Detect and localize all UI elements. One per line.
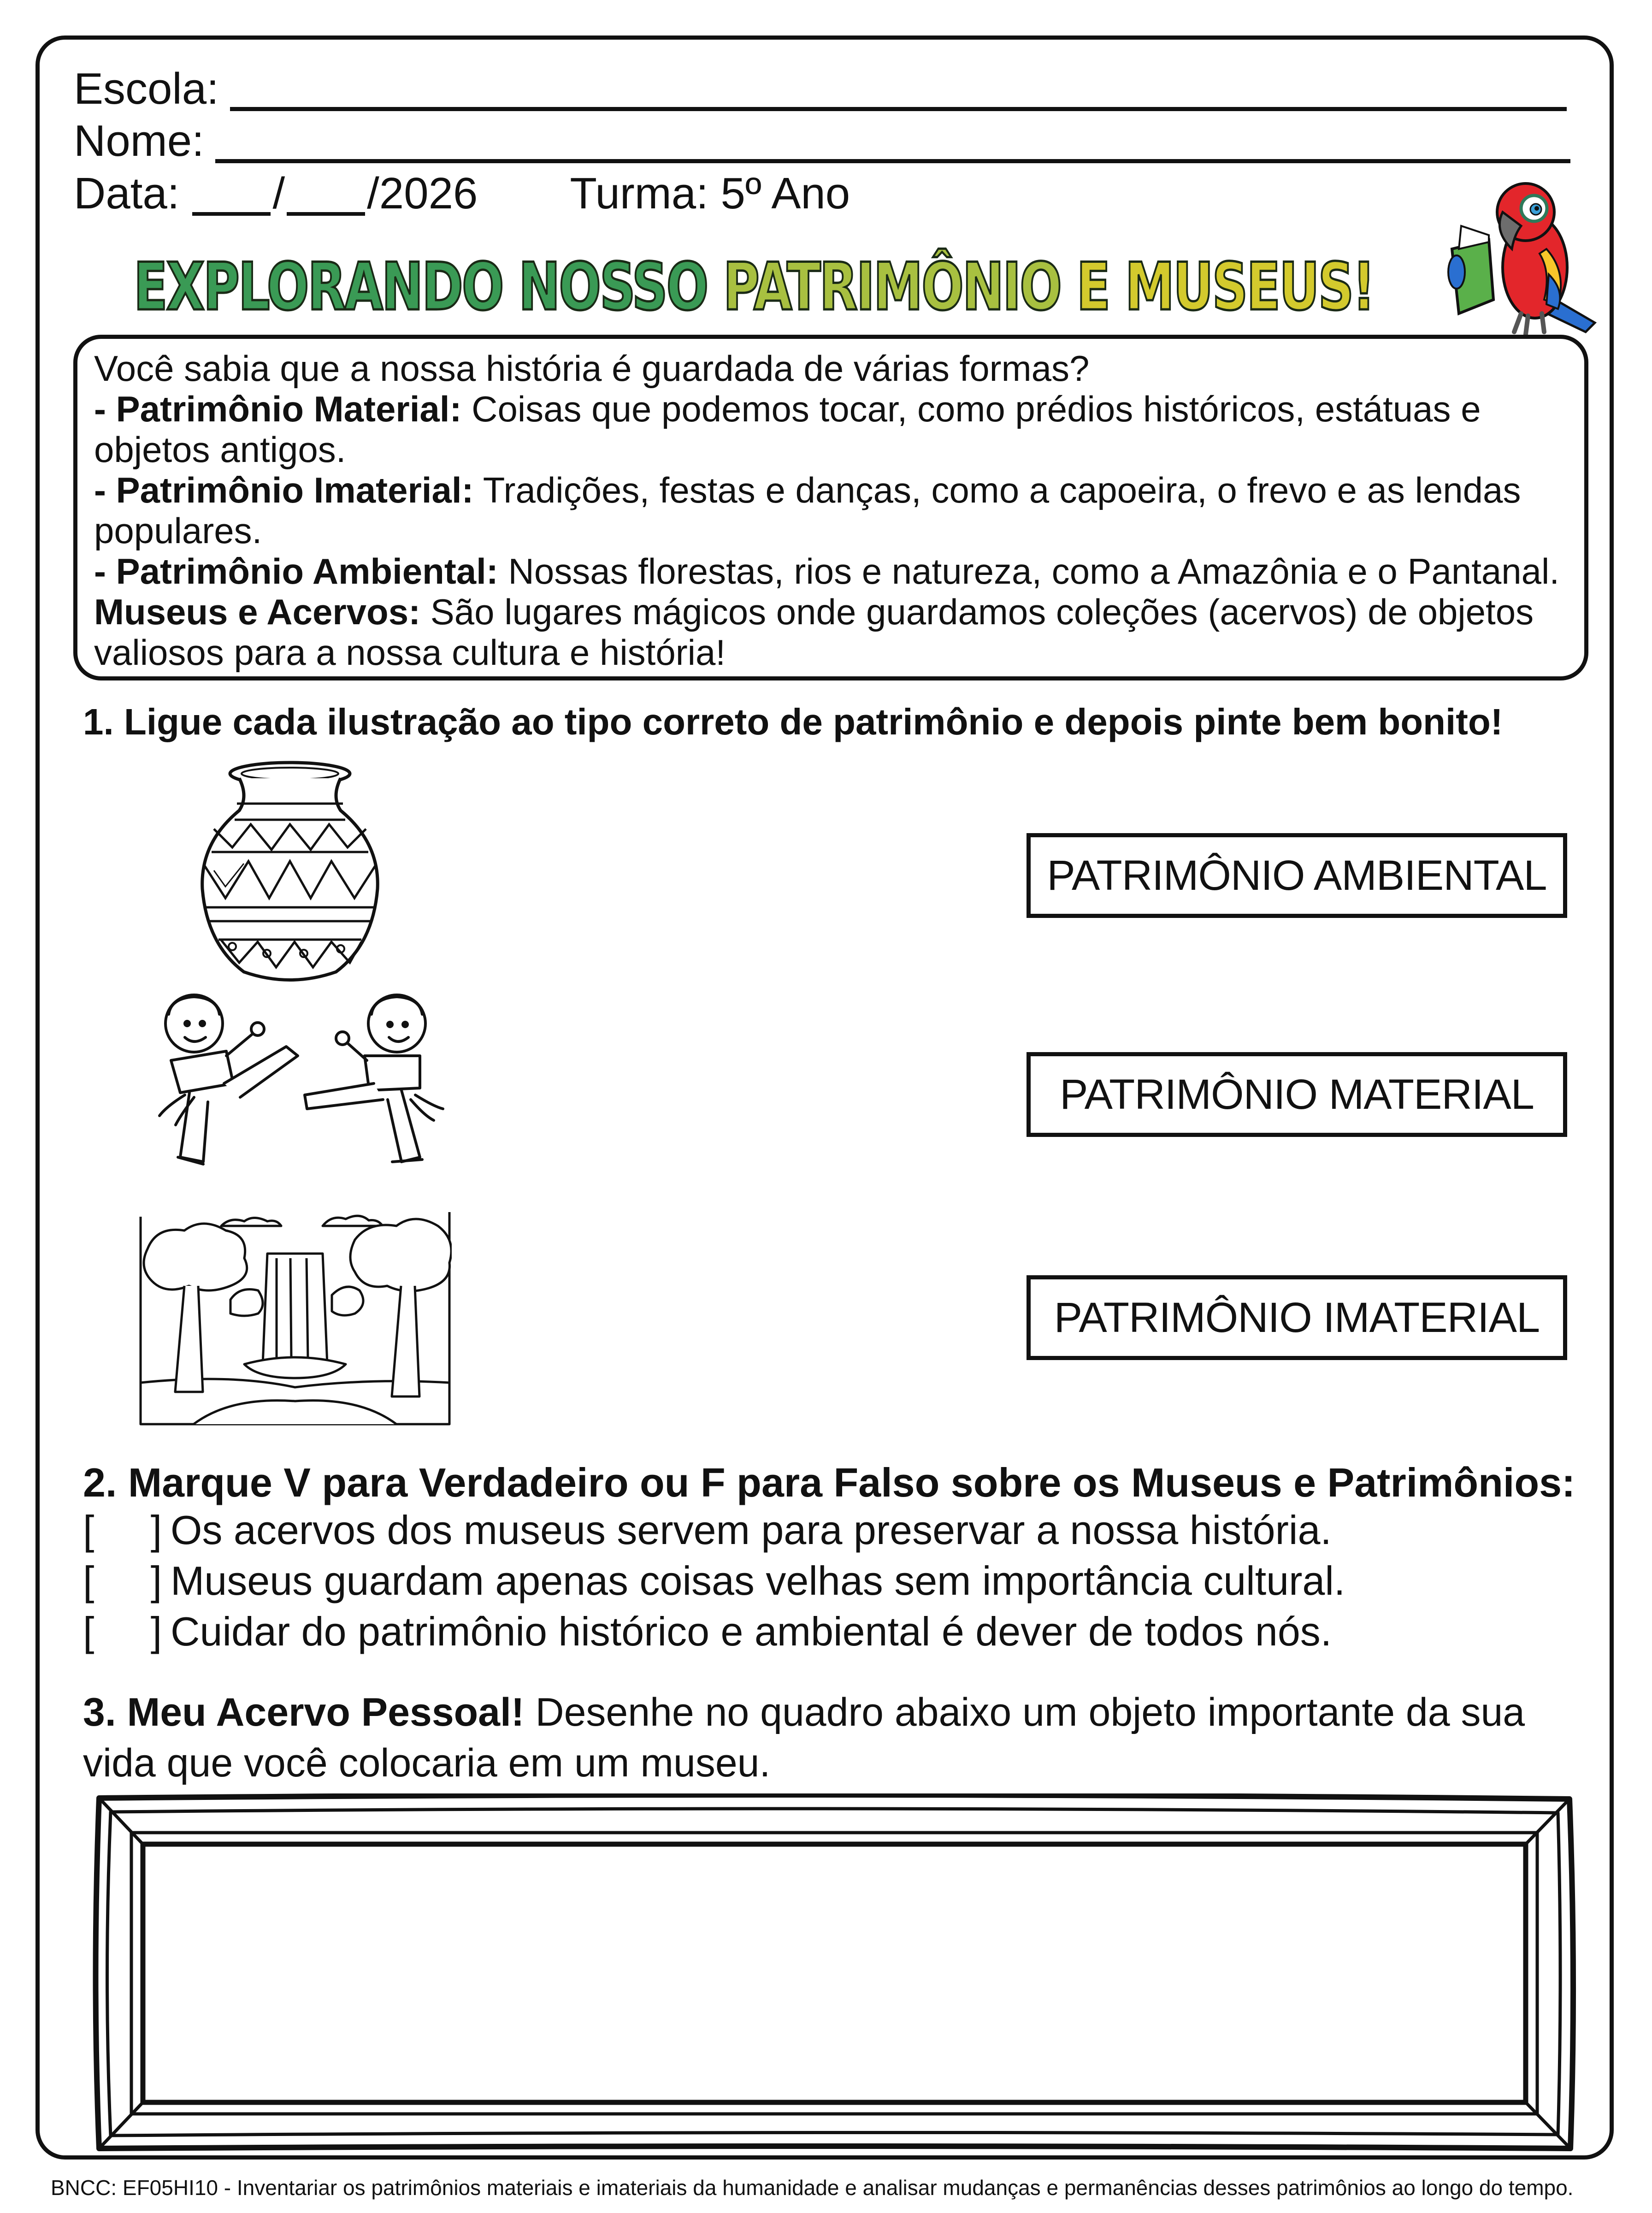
info-item-ambiental: - Patrimônio Ambiental: Nossas florestas, rios e natureza, como a Amazônia e o Pantanal. xyxy=(94,551,1560,592)
drawing-frame[interactable] xyxy=(90,1793,1579,2153)
question-3-line-2: vida que você colocaria em um museu. xyxy=(83,1741,771,1785)
date-year: /2026 xyxy=(367,169,478,218)
capoeira-illustration-icon[interactable] xyxy=(134,991,466,1194)
date-label: Data: xyxy=(74,169,180,218)
vf-checkbox-1[interactable]: [ ] xyxy=(83,1507,162,1553)
date-class-row xyxy=(74,169,850,218)
info-item-material: - Patrimônio Material: Coisas que podemos tocar, como prédios históricos, estátuas e objetos antigos. xyxy=(94,389,1481,470)
vf-item-3: [ ] Cuidar do patrimônio histórico e ambiental é dever de todos nós. xyxy=(83,1609,1332,1654)
date-day-blank[interactable] xyxy=(192,208,271,216)
info-item-museus: Museus e Acervos: São lugares mágicos onde guardamos coleções (acervos) de objetos valiosos para a nossa cultura e história! xyxy=(94,592,1534,673)
option-box-imaterial[interactable]: PATRIMÔNIO IMATERIAL xyxy=(1027,1275,1567,1360)
option-box-ambiental[interactable]: PATRIMÔNIO AMBIENTAL xyxy=(1027,833,1567,918)
landscape-illustration-icon[interactable] xyxy=(138,1207,452,1427)
title-part-2: PATRIMÔNIO xyxy=(723,249,1077,325)
name-field xyxy=(74,116,1570,166)
class-label: Turma: 5º Ano xyxy=(570,169,850,218)
vf-item-1: [ ] Os acervos dos museus servem para preservar a nossa história. xyxy=(83,1507,1332,1553)
question-1-title: 1. Ligue cada ilustração ao tipo correto de patrimônio e depois pinte bem bonito! xyxy=(83,701,1503,742)
date-separator: / xyxy=(272,169,285,218)
info-intro: Você sabia que a nossa história é guardada de várias formas? xyxy=(94,348,1090,389)
vf-checkbox-2[interactable]: [ ] xyxy=(83,1558,162,1604)
option-box-material[interactable]: PATRIMÔNIO MATERIAL xyxy=(1027,1052,1567,1137)
parrot-mascot-icon xyxy=(1434,180,1609,341)
date-month-blank[interactable] xyxy=(287,208,365,216)
school-label: Escola: xyxy=(74,64,219,113)
school-field xyxy=(74,64,1567,113)
vase-illustration-icon[interactable] xyxy=(198,760,382,990)
title-part-1: EXPLORANDO NOSSO xyxy=(134,249,723,325)
name-label: Nome: xyxy=(74,116,204,166)
school-input-line[interactable] xyxy=(230,103,1567,111)
question-2-title: 2. Marque V para Verdadeiro ou F para Falso sobre os Museus e Patrimônios: xyxy=(83,1460,1575,1505)
bncc-footer: BNCC: EF05HI10 - Inventariar os patrimônios materiais e imateriais da humanidade e analisar mudanças e permanências desses patrimônios ao longo do tempo. xyxy=(51,2176,1574,2200)
page-title xyxy=(134,249,1374,325)
vf-checkbox-3[interactable]: [ ] xyxy=(83,1609,162,1654)
question-3-line-1: 3. Meu Acervo Pessoal! Desenhe no quadro abaixo um objeto importante da sua xyxy=(83,1690,1525,1734)
title-part-3: E MUSEUS! xyxy=(1076,249,1374,325)
name-input-line[interactable] xyxy=(215,155,1570,163)
vf-item-2: [ ] Museus guardam apenas coisas velhas sem importância cultural. xyxy=(83,1558,1345,1604)
info-box xyxy=(73,335,1588,680)
info-item-imaterial: - Patrimônio Imaterial: Tradições, festas e danças, como a capoeira, o frevo e as lendas populares. xyxy=(94,470,1521,551)
question-3-title: 3. Meu Acervo Pessoal! xyxy=(83,1690,525,1734)
